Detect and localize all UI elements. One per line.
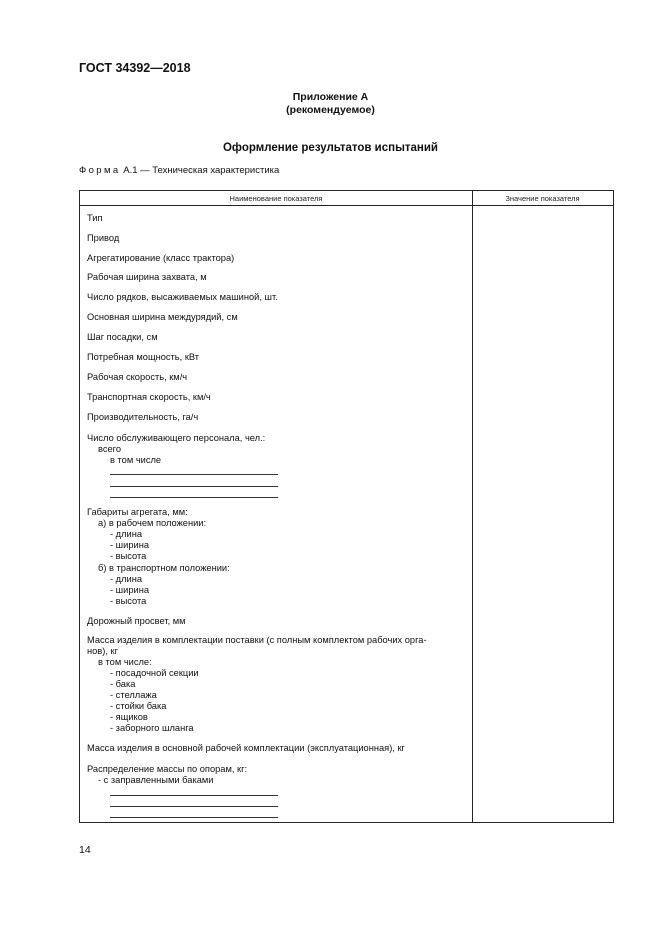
page-number: 14 bbox=[79, 844, 91, 856]
dim-length: - длина bbox=[110, 574, 143, 584]
row-transport-speed: Транспортная скорость, км/ч bbox=[87, 392, 211, 402]
column-divider bbox=[472, 191, 473, 822]
form-caption bbox=[79, 165, 279, 176]
row-type: Тип bbox=[87, 213, 103, 223]
mass-dist-item: - с заправленными баками bbox=[98, 775, 214, 785]
form-title: А.1 — Техническая характеристика bbox=[120, 165, 280, 176]
mass-item: - бака bbox=[110, 679, 136, 689]
blank-line bbox=[110, 474, 278, 475]
dim-height: - высота bbox=[110, 596, 147, 606]
characteristics-table bbox=[79, 190, 614, 823]
row-working-speed: Рабочая скорость, км/ч bbox=[87, 372, 188, 382]
blank-line bbox=[110, 497, 278, 498]
row-tractor-class: Агрегатирование (класс трактора) bbox=[87, 253, 235, 263]
mass-item: - стеллажа bbox=[110, 690, 157, 700]
row-productivity: Производительность, га/ч bbox=[87, 412, 199, 422]
header-divider bbox=[80, 205, 613, 206]
blank-line bbox=[110, 817, 278, 818]
row-dimensions: Габариты агрегата, мм: bbox=[87, 507, 188, 517]
mass-including: в том числе: bbox=[98, 657, 152, 667]
mass-item: - заборного шланга bbox=[110, 723, 194, 733]
row-drive: Привод bbox=[87, 233, 120, 243]
form-label: Форма bbox=[79, 165, 121, 176]
annex-title: Приложение А bbox=[292, 91, 369, 103]
row-clearance: Дорожный просвет, мм bbox=[87, 616, 186, 626]
row-working-width: Рабочая ширина захвата, м bbox=[87, 272, 207, 282]
row-mass-delivery: Масса изделия в комплектации поставки (с полным комплектом рабочих орга- bbox=[87, 635, 427, 645]
dim-width: - ширина bbox=[110, 585, 149, 595]
mass-delivery-cont: нов), кг bbox=[87, 646, 118, 656]
section-title: Оформление результатов испытаний bbox=[222, 142, 439, 154]
row-row-spacing: Основная ширина междурядий, см bbox=[87, 312, 238, 322]
row-rows-count: Число рядков, высаживаемых машиной, шт. bbox=[87, 292, 278, 302]
row-mass-working: Масса изделия в основной рабочей комплектации (эксплуатационная), кг bbox=[87, 743, 405, 753]
standard-designation: ГОСТ 34392—2018 bbox=[79, 61, 191, 75]
dimensions-working: а) в рабочем положении: bbox=[98, 518, 207, 528]
blank-line bbox=[110, 806, 278, 807]
dim-height: - высота bbox=[110, 551, 147, 561]
row-personnel: Число обслуживающего персонала, чел.: bbox=[87, 433, 266, 443]
blank-line bbox=[110, 795, 278, 796]
annex-status: (рекомендуемое) bbox=[286, 104, 375, 116]
personnel-total: всего bbox=[98, 444, 122, 454]
mass-item: - стойки бака bbox=[110, 701, 167, 711]
mass-item: - посадочной секции bbox=[110, 668, 199, 678]
dimensions-transport: б) в транспортном положении: bbox=[98, 563, 230, 573]
row-planting-step: Шаг посадки, см bbox=[87, 332, 158, 342]
row-mass-distribution: Распределение массы по опорам, кг: bbox=[87, 764, 248, 774]
header-indicator-name: Наименование показателя bbox=[229, 194, 323, 203]
dim-length: - длина bbox=[110, 529, 143, 539]
mass-item: - ящиков bbox=[110, 712, 148, 722]
header-indicator-value: Значение показателя bbox=[505, 194, 580, 203]
personnel-including: в том числе bbox=[110, 455, 162, 465]
row-power: Потребная мощность, кВт bbox=[87, 352, 200, 362]
dim-width: - ширина bbox=[110, 540, 149, 550]
blank-line bbox=[110, 486, 278, 487]
